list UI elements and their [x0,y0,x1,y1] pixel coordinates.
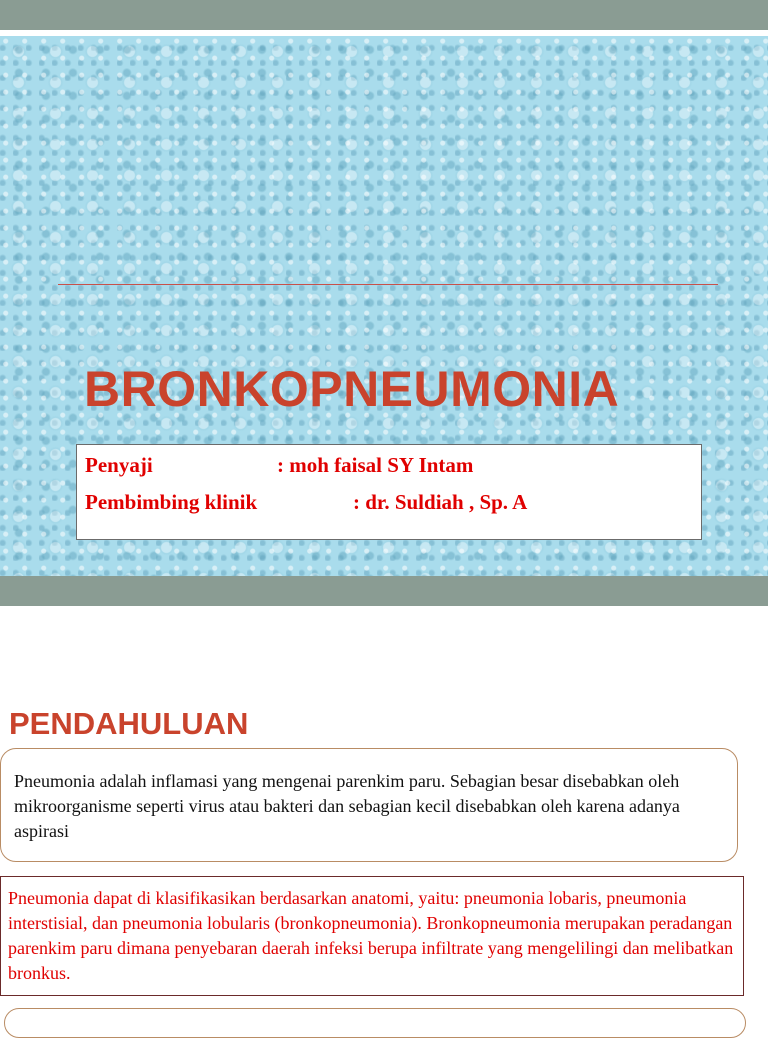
classification-box [0,876,744,996]
presenter-value: : moh faisal SY Intam [277,453,474,477]
classification-text: Pneumonia dapat di klasifikasikan berdasarkan anatomi, yaitu: pneumonia lobaris, pneumonia interstisial, dan pneumonia lobularis (bronkopneumonia). Bronkopneumonia merupakan peradangan parenkim paru dimana penyebaran daerah infeksi berupa infiltrate yang mengelilingi dan melibatkan bronkus. [8,888,734,983]
supervisor-value: : dr. Suldiah , Sp. A [353,490,528,514]
slide-title: BRONKOPNEUMONIA [84,361,620,417]
supervisor-row [85,490,527,515]
section-title: PENDAHULUAN [9,706,249,741]
title-divider-line [58,284,718,285]
presenter-info-box [76,444,702,540]
intro-text: Pneumonia adalah inflamasi yang mengenai parenkim paru. Sebagian besar disebabkan oleh mikroorganisme seperti virus atau bakteri dan sebagian kecil disebabkan oleh karena adanya aspirasi [14,771,680,841]
intro-box [0,748,738,862]
supervisor-label: Pembimbing klinik [85,490,258,514]
presenter-label: Penyaji [85,453,153,477]
top-band [0,0,768,30]
bottom-band [0,576,768,606]
next-content-box [4,1008,746,1038]
presenter-row [85,453,473,478]
